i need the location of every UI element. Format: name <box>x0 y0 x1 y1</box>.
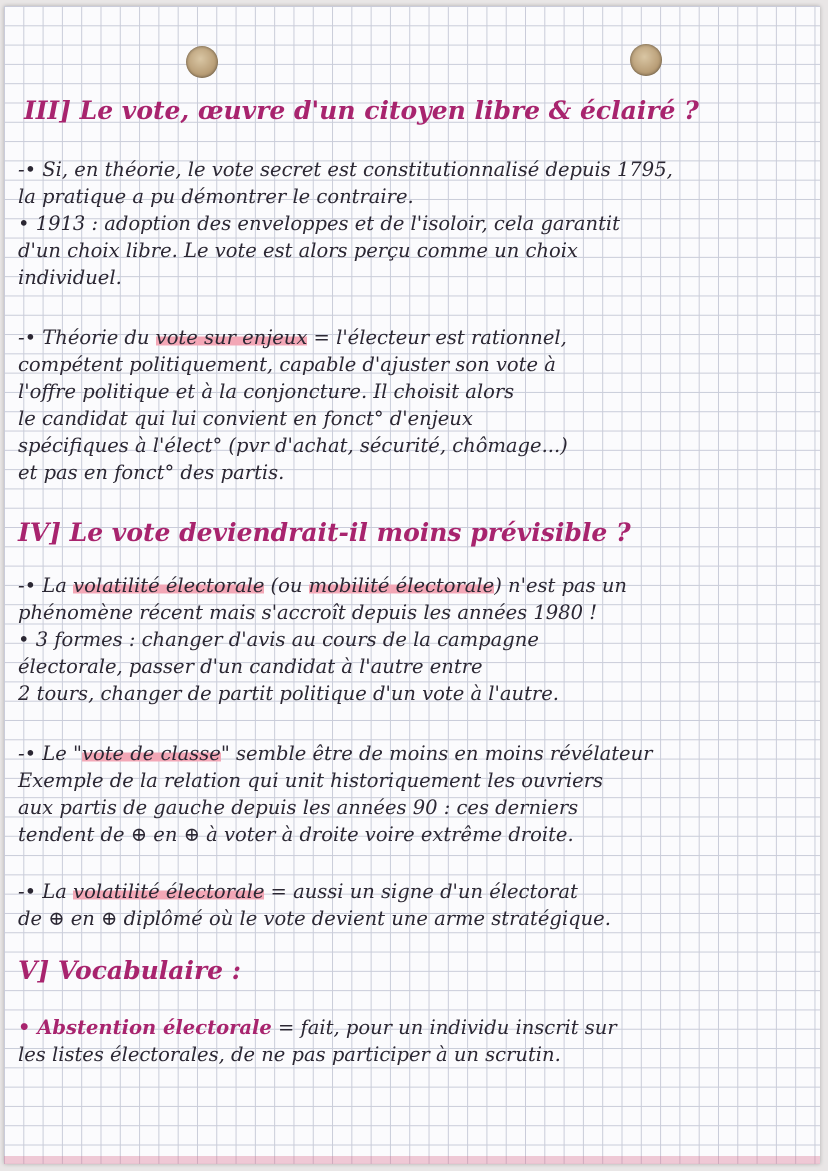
text-line: • 3 formes : changer d'avis au cours de la campagne <box>18 628 539 651</box>
text-lead: -• La <box>18 574 74 597</box>
page-bottom-edge <box>4 1156 820 1164</box>
text-line: phénomène récent mais s'accroît depuis les années 1980 ! <box>18 601 598 624</box>
text-line: d'un choix libre. Le vote est alors perçu comme un choix <box>18 239 578 262</box>
highlighted-term: volatilité électorale <box>73 574 265 597</box>
highlighted-term: volatilité électorale <box>73 880 265 903</box>
text-rest: ) n'est pas un <box>494 574 627 597</box>
text-lead: -• Théorie du <box>18 326 156 349</box>
section-4-paragraph-3 <box>18 878 611 932</box>
section-4-title: IV] Le vote deviendrait-il moins prévisible ? <box>18 518 631 547</box>
text-line: spécifiques à l'élect° (pvr d'achat, sécurité, chômage...) <box>18 434 568 457</box>
notebook-page <box>4 6 820 1164</box>
vocabulary-term: • Abstention électorale <box>18 1016 272 1039</box>
text-rest: = l'électeur est rationnel, <box>307 326 567 349</box>
text-line: l'offre politique et à la conjoncture. Il choisit alors <box>18 380 515 403</box>
text-mid: (ou <box>264 574 309 597</box>
binder-hole-left <box>186 46 218 78</box>
text-line <box>18 878 611 905</box>
text-line: le candidat qui lui convient en fonct° d'enjeux <box>18 407 473 430</box>
text-lead: -• La <box>18 880 74 903</box>
text-line: la pratique a pu démontrer le contraire. <box>18 185 414 208</box>
section-4-paragraph-2 <box>18 740 652 848</box>
section-3-paragraph-2 <box>18 324 568 486</box>
text-line: aux partis de gauche depuis les années 90 : ces derniers <box>18 796 579 819</box>
text-line: 2 tours, changer de partit politique d'un vote à l'autre. <box>18 682 559 705</box>
text-lead: -• Le " <box>18 742 82 765</box>
text-line: Exemple de la relation qui unit historiquement les ouvriers <box>18 769 604 792</box>
highlighted-term: vote sur enjeux <box>155 326 308 349</box>
text-line: les listes électorales, de ne pas participer à un scrutin. <box>18 1043 561 1066</box>
text-line: de ⊕ en ⊕ diplômé où le vote devient une arme stratégique. <box>18 907 611 930</box>
text-line <box>18 572 627 599</box>
text-line: tendent de ⊕ en ⊕ à voter à droite voire extrême droite. <box>18 823 574 846</box>
text-line <box>18 1014 617 1041</box>
section-5-title: V] Vocabulaire : <box>18 956 241 985</box>
text-line <box>18 740 652 767</box>
text-line: et pas en fonct° des partis. <box>18 461 285 484</box>
text-line: individuel. <box>18 266 122 289</box>
text-line: compétent politiquement, capable d'ajuster son vote à <box>18 353 556 376</box>
section-4-paragraph-1 <box>18 572 627 707</box>
text-rest: = aussi un signe d'un électorat <box>264 880 578 903</box>
text-line: -• Si, en théorie, le vote secret est constitutionnalisé depuis 1795, <box>18 158 673 181</box>
section-3-paragraph-1 <box>18 156 673 291</box>
highlighted-term: mobilité électorale <box>308 574 495 597</box>
text-rest: " semble être de moins en moins révélateur <box>220 742 653 765</box>
vocabulary-entry <box>18 1014 617 1068</box>
highlighted-term: vote de classe <box>81 742 221 765</box>
vocabulary-definition: = fait, pour un individu inscrit sur <box>271 1016 617 1039</box>
text-line <box>18 324 568 351</box>
text-line: électorale, passer d'un candidat à l'autre entre <box>18 655 483 678</box>
binder-hole-right <box>630 44 662 76</box>
section-3-title: III] Le vote, œuvre d'un citoyen libre & éclairé ? <box>24 96 699 125</box>
text-line: • 1913 : adoption des enveloppes et de l'isoloir, cela garantit <box>18 212 620 235</box>
